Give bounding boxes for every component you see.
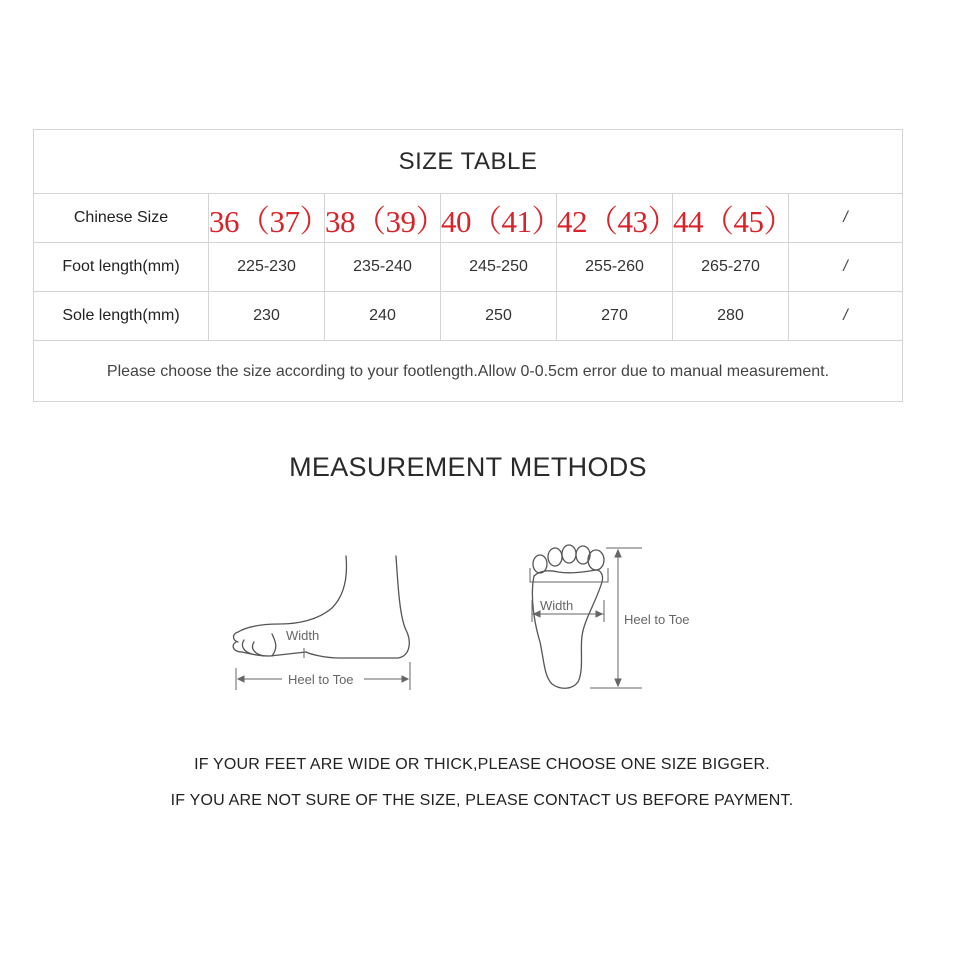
table-cell: 255-260 bbox=[557, 243, 673, 291]
table-cell: 245-250 bbox=[441, 243, 557, 291]
table-row-chinese-size bbox=[34, 194, 902, 243]
table-cell: 250 bbox=[441, 292, 557, 340]
advice-wide-feet: IF YOUR FEET ARE WIDE OR THICK,PLEASE CHOOSE ONE SIZE BIGGER. bbox=[194, 756, 770, 773]
table-cell: 270 bbox=[557, 292, 673, 340]
table-cell: 280 bbox=[673, 292, 789, 340]
table-cell: 265-270 bbox=[673, 243, 789, 291]
side-width-label: Width bbox=[286, 628, 320, 643]
size-note: Please choose the size according to your footlength.Allow 0-0.5cm error due to manual measurement. bbox=[106, 363, 830, 380]
table-cell: 42（43） bbox=[557, 194, 673, 242]
sole-foot-diagram bbox=[518, 540, 718, 692]
table-cell: 38（39） bbox=[325, 194, 441, 242]
measurement-title: MEASUREMENT METHODS bbox=[289, 452, 647, 482]
sole-length-label: Heel to Toe bbox=[624, 612, 690, 627]
table-cell: 225-230 bbox=[209, 243, 325, 291]
table-cell: / bbox=[843, 307, 848, 324]
table-cell: 230 bbox=[209, 292, 325, 340]
table-cell: 235-240 bbox=[325, 243, 441, 291]
size-table-title: SIZE TABLE bbox=[34, 130, 902, 194]
table-row-foot-length bbox=[34, 243, 902, 292]
advice-contact-us: IF YOU ARE NOT SURE OF THE SIZE, PLEASE CONTACT US BEFORE PAYMENT. bbox=[170, 792, 794, 809]
table-cell: 40（41） bbox=[441, 194, 557, 242]
row-label: Foot length(mm) bbox=[34, 243, 209, 291]
row-label: Sole length(mm) bbox=[34, 292, 209, 340]
table-row-sole-length bbox=[34, 292, 902, 341]
table-cell: / bbox=[843, 209, 848, 226]
table-cell: 36（37） bbox=[209, 194, 325, 242]
row-label: Chinese Size bbox=[34, 194, 209, 242]
table-cell: 44（45） bbox=[673, 194, 789, 242]
side-foot-diagram bbox=[220, 548, 420, 698]
table-cell: / bbox=[843, 258, 848, 275]
size-table bbox=[33, 129, 903, 402]
table-cell: 240 bbox=[325, 292, 441, 340]
side-length-label: Heel to Toe bbox=[288, 672, 354, 687]
sole-width-label: Width bbox=[540, 598, 574, 613]
